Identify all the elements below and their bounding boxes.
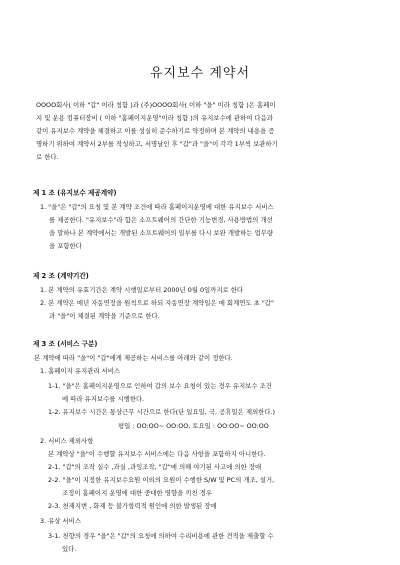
article-3-line: 2-3. 천재지변 , 화재 등 불가항력적 원인에 의한 발생된 장애 bbox=[48, 502, 217, 510]
intro-line: 명하기 위하여 계약서 2부를 작성하고, 서명날인 후 "갑"과 "을"이 각각 1부씩 보관하기 bbox=[36, 140, 278, 148]
article-3-line: 본 계약에 따라 "을"이 "갑"에게 제공하는 서비스를 아래와 같이 정한다. bbox=[34, 354, 233, 362]
article-3-line: 3. 유상 서비스 bbox=[40, 517, 82, 525]
article-3-line: 있다. bbox=[62, 545, 77, 553]
article-3-line: 3-1. 천향의 경우 "을"은 "갑"의 요청에 의하여 수리비용에 관한 견적을 제출할 수 bbox=[48, 532, 274, 540]
intro-line: 지 및 운용 컴퓨터장비 ( 이하 "홈페이지운영"이라 칭함 )의 유지보수에 관하여 다음과 bbox=[36, 114, 273, 122]
article-3-heading: 제 3 조 (서비스 구분) bbox=[33, 340, 98, 348]
article-3-line: 본 계약상 "을"이 수행할 유지보수 서비스에는 다음 사항을 포함하지 아니한다. bbox=[48, 450, 266, 458]
intro-line: 로 한다. bbox=[36, 153, 59, 161]
article-3-line: 2-2. "을"이 지정한 유지보수요원 이외의 요원이 수행한 S/W 및 PC의 개조, 설거, bbox=[48, 476, 275, 484]
article-2-line: 1. 본 계약의 유효기간은 계약 시행일로부터 2000년 0월 0일까지로 한다 bbox=[40, 286, 244, 294]
article-3-line: 에 따라 유지보수를 시행한다. bbox=[62, 395, 145, 403]
article-1-line: 을 말하나 본 계약에서는 개발된 소프트웨어의 일부를 다시 보완 개발하는 업무량 bbox=[49, 229, 274, 237]
intro-line: 같이 유지보수 계약을 체결하고 이를 성실히 준수하기로 약정하며 본 계약의 내용을 증 bbox=[36, 127, 275, 135]
article-3-line: 1. 홈페이지 유지관리 서비스 bbox=[40, 367, 121, 375]
document-title: 유지보수 계약서 bbox=[149, 66, 251, 81]
article-3-line: 조정이 홈페이지 운영에 대한 중대한 영향을 끼친 경우 bbox=[62, 489, 213, 497]
article-1-line: 1. "을"은 "갑"의 요청 및 본 계약 조건에 따라 홈페이지운영에 대한 유지보수 서비스 bbox=[40, 203, 274, 211]
article-2-line: 2. 본 계약은 매년 자동연장을 원칙으로 하되 자동연장 계약일은 매 회계연도 초 "갑" bbox=[40, 299, 274, 307]
article-3-line: 1-2. 유지보수 시간은 통상근무 시간으로 한다(단 일요일, 국, 공휴일은 제외한다.) bbox=[48, 408, 276, 416]
article-2-line: 과 "을"이 체결된 계약을 기준으로 한다. bbox=[49, 312, 160, 320]
article-3-line: 2. 서비스 제외사항 bbox=[40, 437, 94, 445]
article-2-heading: 제 2 조 (계약기간) bbox=[33, 272, 89, 280]
article-1-heading: 제 1 조 (유지보수 제공계약) bbox=[33, 189, 117, 197]
article-3-line: 1-1. "을"은 홈페이지운영으로 인하여 갑의 보수 요청이 있는 경우 유지보수 조건 bbox=[48, 382, 272, 390]
article-1-line: 를 제공한다. "유지보수"라 함은 소프트웨어의 간단한 기능변경, 사용방법의 개선 bbox=[49, 216, 273, 224]
article-3-line: 평일 : OO:OO~ OO:OO, 토요일 : OO:OO~ OO:OO bbox=[118, 422, 269, 430]
article-1-line: 을 포함한다 bbox=[49, 242, 82, 250]
article-3-line: 2-1. "갑"의 조작 실수 ,과실 ,과잉조작, "갑"에 의해 야기된 사고에 의한 장애 bbox=[48, 463, 262, 471]
intro-line: OOOO회사( 이하 "갑" 이라 칭함 )과 (주)OOOO회사( 이하 "을" 이라 칭함 )은 홈페이 bbox=[36, 101, 276, 109]
